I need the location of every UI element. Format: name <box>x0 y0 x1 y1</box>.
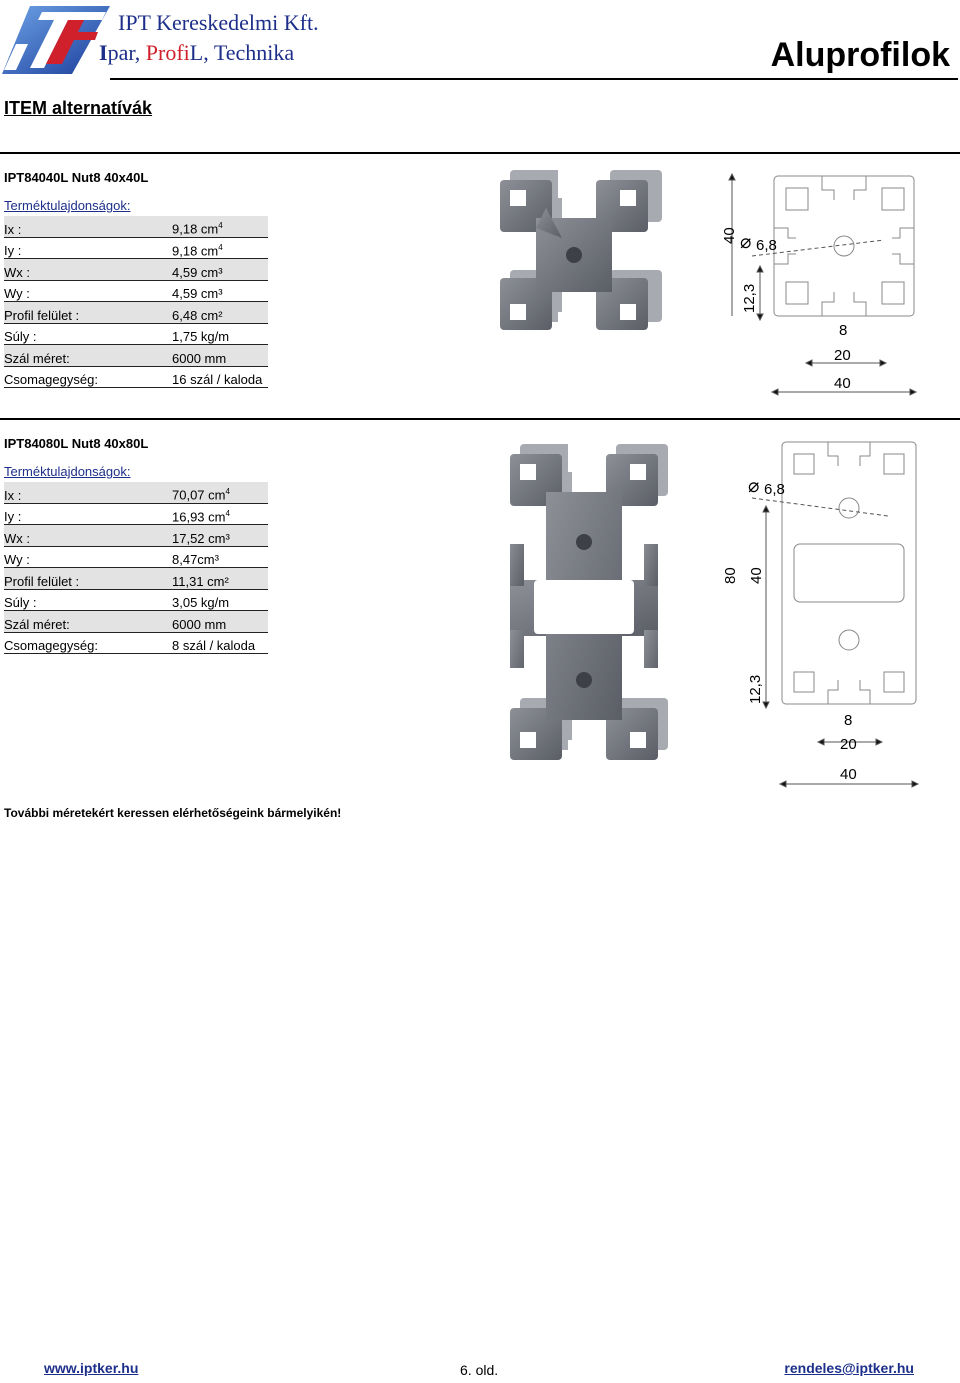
property-row: Iy : 16,93 $cm^4$ <box>4 503 268 525</box>
dim-offset-label: 12,3 <box>747 674 764 704</box>
dim-pitch-label: 20 <box>840 736 857 753</box>
dim-offset-label: 12,3 <box>741 283 758 313</box>
page-number: 6. old. <box>460 1362 499 1378</box>
dim-height-label: 40 <box>721 227 738 244</box>
contact-note: További méretekért keressen elérhetőségeink bármelyikén! <box>4 806 342 820</box>
company-slogan: Ipar, ProfiL, Technika <box>99 40 295 65</box>
section-divider <box>0 152 960 154</box>
dim-slot-label: 8 <box>839 322 848 339</box>
properties-title: Terméktulajdonságok: <box>4 464 131 479</box>
profile-40x40-drawing <box>704 168 926 400</box>
profile-40x80-render <box>506 440 676 768</box>
dim-height-label: 80 <box>722 567 739 584</box>
product-divider <box>0 418 960 420</box>
dim-half-label: 40 <box>748 567 765 584</box>
property-row: Wy : 8,47cm³ <box>4 546 268 568</box>
product-block-1 <box>4 170 474 388</box>
property-row: Súly : 1,75 kg/m <box>4 323 268 345</box>
section-title: ITEM alternatívák <box>4 98 153 118</box>
dim-width-label: 40 <box>840 766 857 783</box>
email-link[interactable]: rendeles@iptker.hu <box>784 1360 914 1376</box>
product-code: IPT84080L Nut8 40x80L <box>4 436 149 451</box>
property-row: Wx : 4,59 cm³ <box>4 259 268 281</box>
properties-table <box>4 216 268 388</box>
website-link[interactable]: www.iptker.hu <box>44 1360 139 1376</box>
property-row: Wy : 4,59 cm³ <box>4 280 268 302</box>
dim-hole-label: 6,8 <box>764 481 785 498</box>
company-logo-icon <box>2 4 112 76</box>
property-row: Ix : 9,18 $cm^4$ <box>4 216 268 237</box>
properties-table <box>4 482 268 654</box>
page-title: Aluprofilok <box>770 36 950 74</box>
property-row: Csomagegység: 16 szál / kaloda <box>4 366 268 388</box>
property-row: Szál méret: 6000 mm <box>4 611 268 633</box>
diameter-icon: ⌀ <box>748 476 760 497</box>
property-row: Csomagegység: 8 szál / kaloda <box>4 632 268 654</box>
product-code: IPT84040L Nut8 40x40L <box>4 170 149 185</box>
property-row: Súly : 3,05 kg/m <box>4 589 268 611</box>
property-row: Profil felület : 6,48 cm² <box>4 302 268 324</box>
property-row: Wx : 17,52 cm³ <box>4 525 268 547</box>
header-divider <box>110 78 958 80</box>
property-row: Ix : 70,07 $cm^4$ <box>4 482 268 503</box>
dim-width-label: 40 <box>834 375 851 392</box>
dim-hole-label: 6,8 <box>756 237 777 254</box>
diameter-icon: ⌀ <box>740 232 752 253</box>
dim-pitch-label: 20 <box>834 347 851 364</box>
properties-title: Terméktulajdonságok: <box>4 198 131 213</box>
profile-40x80-drawing <box>712 436 928 798</box>
dim-slot-label: 8 <box>844 712 853 729</box>
product-block-2 <box>4 436 474 654</box>
property-row: Iy : 9,18 $cm^4$ <box>4 237 268 259</box>
profile-40x40-render <box>496 168 664 342</box>
property-row: Szál méret: 6000 mm <box>4 345 268 367</box>
property-row: Profil felület : 11,31 cm² <box>4 568 268 590</box>
company-name: IPT Kereskedelmi Kft. <box>118 10 319 35</box>
